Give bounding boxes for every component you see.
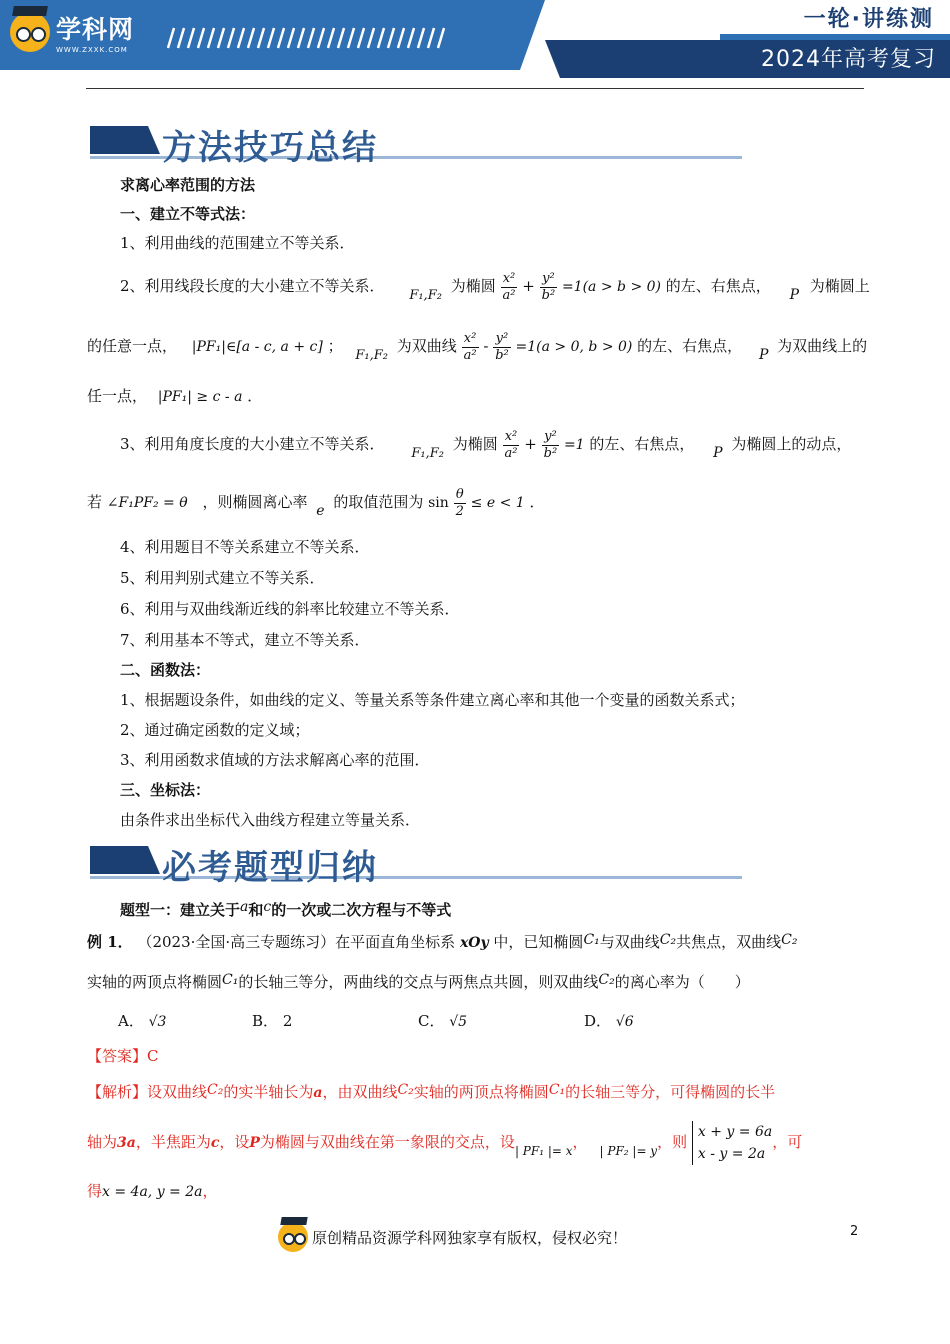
- option-a[interactable]: A． √3: [118, 1012, 167, 1030]
- owl-logo-icon: [278, 1222, 308, 1252]
- solution-line: 【解析】设双曲线C₂的实半轴长为a，由双曲线C₂实轴的两顶点将椭圆C₁的长轴三等分，可得椭圆的长半: [87, 1082, 776, 1101]
- list-item: 3、利用函数求值域的方法求解离心率的范围．: [120, 751, 430, 769]
- list-item-continued: 的任意一点， |PF₁|∈[a - c, a + c] ； F₁,F₂ 为双曲线 $\frac{\text{x²}}{\text{a²}}$ - $\frac{\text{y²}}{\text{b²}}$ =1(a > 0, b > 0) 的左、右焦点， P 为双曲线上的: [87, 330, 868, 363]
- list-item-continued: 若 ∠F₁PF₂ = θ ，则椭圆离心率 e 的取值范围为 sin $\frac{\theta}{2}$ ≤ e < 1 ．: [87, 486, 545, 519]
- list-item: 6、利用与双曲线渐近线的斜率比较建立不等关系．: [120, 600, 460, 618]
- list-item: 1、根据题设条件，如曲线的定义、等量关系等条件建立离心率和其他一个变量的函数关系式；: [120, 691, 745, 709]
- list-item: 7、利用基本不等式，建立不等关系．: [120, 631, 370, 649]
- option-b[interactable]: B． 2: [252, 1012, 293, 1030]
- copyright-text: 原创精品资源学科网独家享有版权，侵权必究！: [312, 1228, 628, 1247]
- series-title: 一轮·讲练测: [803, 7, 934, 32]
- exam-year-title: 2024年高考复习: [761, 47, 936, 72]
- logo-text: 学科网: [56, 15, 135, 44]
- part3-title: 三、坐标法：: [120, 781, 211, 799]
- list-item: 由条件求出坐标代入曲线方程建立等量关系．: [120, 811, 421, 829]
- section-title: 必考题型归纳: [162, 848, 378, 888]
- type-heading: 题型一：建立关于a和c的一次或二次方程与不等式: [120, 899, 452, 919]
- list-item: 4、利用题目不等关系建立不等关系．: [120, 538, 370, 556]
- section-heading-types: [88, 838, 748, 896]
- solution-line: 轴为3a，半焦距为c，设P为椭圆与双曲线在第一象限的交点，设$_{| PF_1 |= x}$， $_{| PF_2 |= y}$，则 x + y = 6a x - y = 2a ，可: [87, 1118, 802, 1175]
- list-item: 2、利用线段长度的大小建立不等关系． F₁,F₂ 为椭圆 $\frac{\text{x²}}{\text{a²}}$ + $\frac{\text{y²}}{\text{b²}}$ =1(a > b > 0) 的左、右焦点， P 为椭圆上: [120, 270, 870, 303]
- math: F₁,F₂: [409, 288, 442, 303]
- section-title: 方法技巧总结: [162, 128, 378, 168]
- list-item: 1、利用曲线的范围建立不等关系．: [120, 234, 355, 252]
- list-item-continued: 任一点， |PF₁| ≥ c - a ．: [87, 387, 263, 405]
- section-heading-methods: [88, 118, 748, 176]
- method-heading: 求离心率范围的方法: [120, 176, 256, 194]
- example-line: 例 1． （2023·全国·高三专题练习）在平面直角坐标系 xOy 中，已知椭圆C₁与双曲线C₂共焦点，双曲线C₂: [87, 932, 798, 951]
- list-item: 2、通过确定函数的定义域；: [120, 721, 310, 739]
- example-line: 实轴的两顶点将椭圆C₁的长轴三等分，两曲线的交点与两焦点共圆，则双曲线C₂的离心率为（ ）: [87, 972, 750, 991]
- brand-logo[interactable]: [10, 10, 134, 54]
- equation-system: x + y = 6a x - y = 2a: [692, 1121, 772, 1165]
- owl-logo-icon: [10, 12, 50, 52]
- header-divider: [86, 88, 864, 89]
- page-header: [0, 0, 950, 78]
- list-item: 5、利用判别式建立不等关系．: [120, 569, 325, 587]
- part2-title: 二、函数法：: [120, 661, 211, 679]
- page-footer: [278, 1222, 627, 1252]
- answer-line: 【答案】C: [87, 1047, 159, 1065]
- logo-url: WWW.ZXXK.COM: [56, 46, 128, 54]
- option-d[interactable]: D． √6: [584, 1012, 634, 1030]
- page-number: 2: [850, 1224, 859, 1239]
- option-c[interactable]: C． √5: [418, 1012, 468, 1030]
- part1-title: 一、建立不等式法：: [120, 205, 256, 223]
- solution-line: 得x = 4a, y = 2a，: [87, 1182, 218, 1200]
- list-item: 3、利用角度长度的大小建立不等关系． F₁,F₂ 为椭圆 $\frac{\text{x²}}{\text{a²}}$ + $\frac{\text{y²}}{\text{b²}}$ =1 的左、右焦点， P 为椭圆上的动点，: [120, 428, 852, 461]
